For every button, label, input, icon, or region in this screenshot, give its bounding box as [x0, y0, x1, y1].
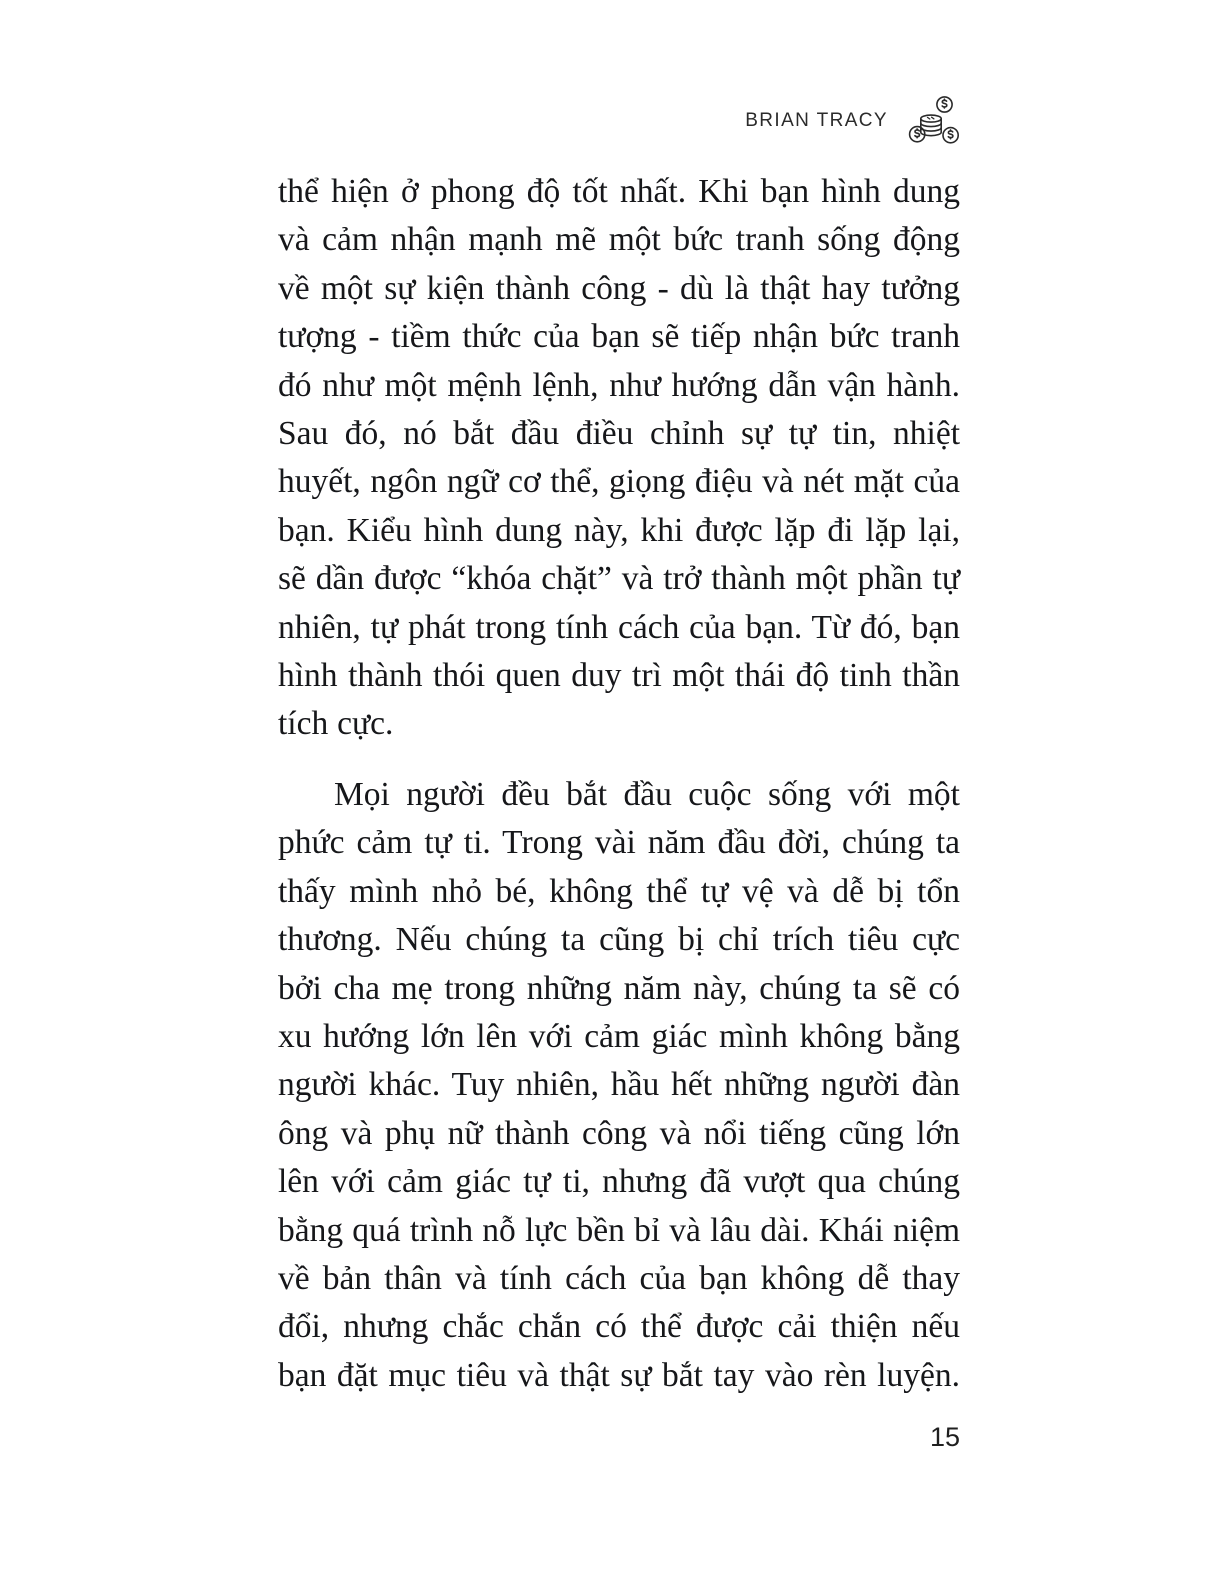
- page-number: 15: [929, 1422, 960, 1452]
- coin-stack-icon: [900, 90, 962, 152]
- paragraph: thể hiện ở phong độ tốt nhất. Khi bạn hình dung và cảm nhận mạnh mẽ một bức tranh sống động về một sự kiện thành công - dù là thật hay tưởng tượng - tiềm thức của bạn sẽ tiếp nhận bức tranh đó như một mệnh lệnh, như hướng dẫn vận hành. Sau đó, nó bắt đầu điều chỉnh sự tự tin, nhiệt huyết, ngôn ngữ cơ thể, giọng điệu và nét mặt của bạn. Kiểu hình dung này, khi được lặp đi lặp lại, sẽ dần được “khóa chặt” và trở thành một phần tự nhiên, tự phát trong tính cách của bạn. Từ đó, bạn hình thành thói quen duy trì một thái độ tinh thần tích cực.: [278, 173, 960, 743]
- paragraph: Mọi người đều bắt đầu cuộc sống với một phức cảm tự ti. Trong vài năm đầu đời, chúng ta thấy mình nhỏ bé, không thể tự vệ và dễ bị tổn thương. Nếu chúng ta cũng bị chỉ trích tiêu cực bởi cha mẹ trong những năm này, chúng ta sẽ có xu hướng lớn lên với cảm giác mình không bằng người khác. Tuy nhiên, hầu hết những người đàn ông và phụ nữ thành công và nổi tiếng cũng lớn lên với cảm giác tự ti, nhưng đã vượt qua chúng bằng quá trình nỗ lực bền bỉ và lâu dài. Khái niệm về bản thân và tính cách của bạn không dễ thay đổi, nhưng chắc chắn có thể được cải thiện nếu bạn đặt mục tiêu và thật sự bắt tay vào rèn luyện.: [278, 775, 960, 1394]
- author-name: BRIAN TRACY: [745, 109, 888, 131]
- running-header: [262, 86, 962, 156]
- body-text: [278, 168, 960, 1452]
